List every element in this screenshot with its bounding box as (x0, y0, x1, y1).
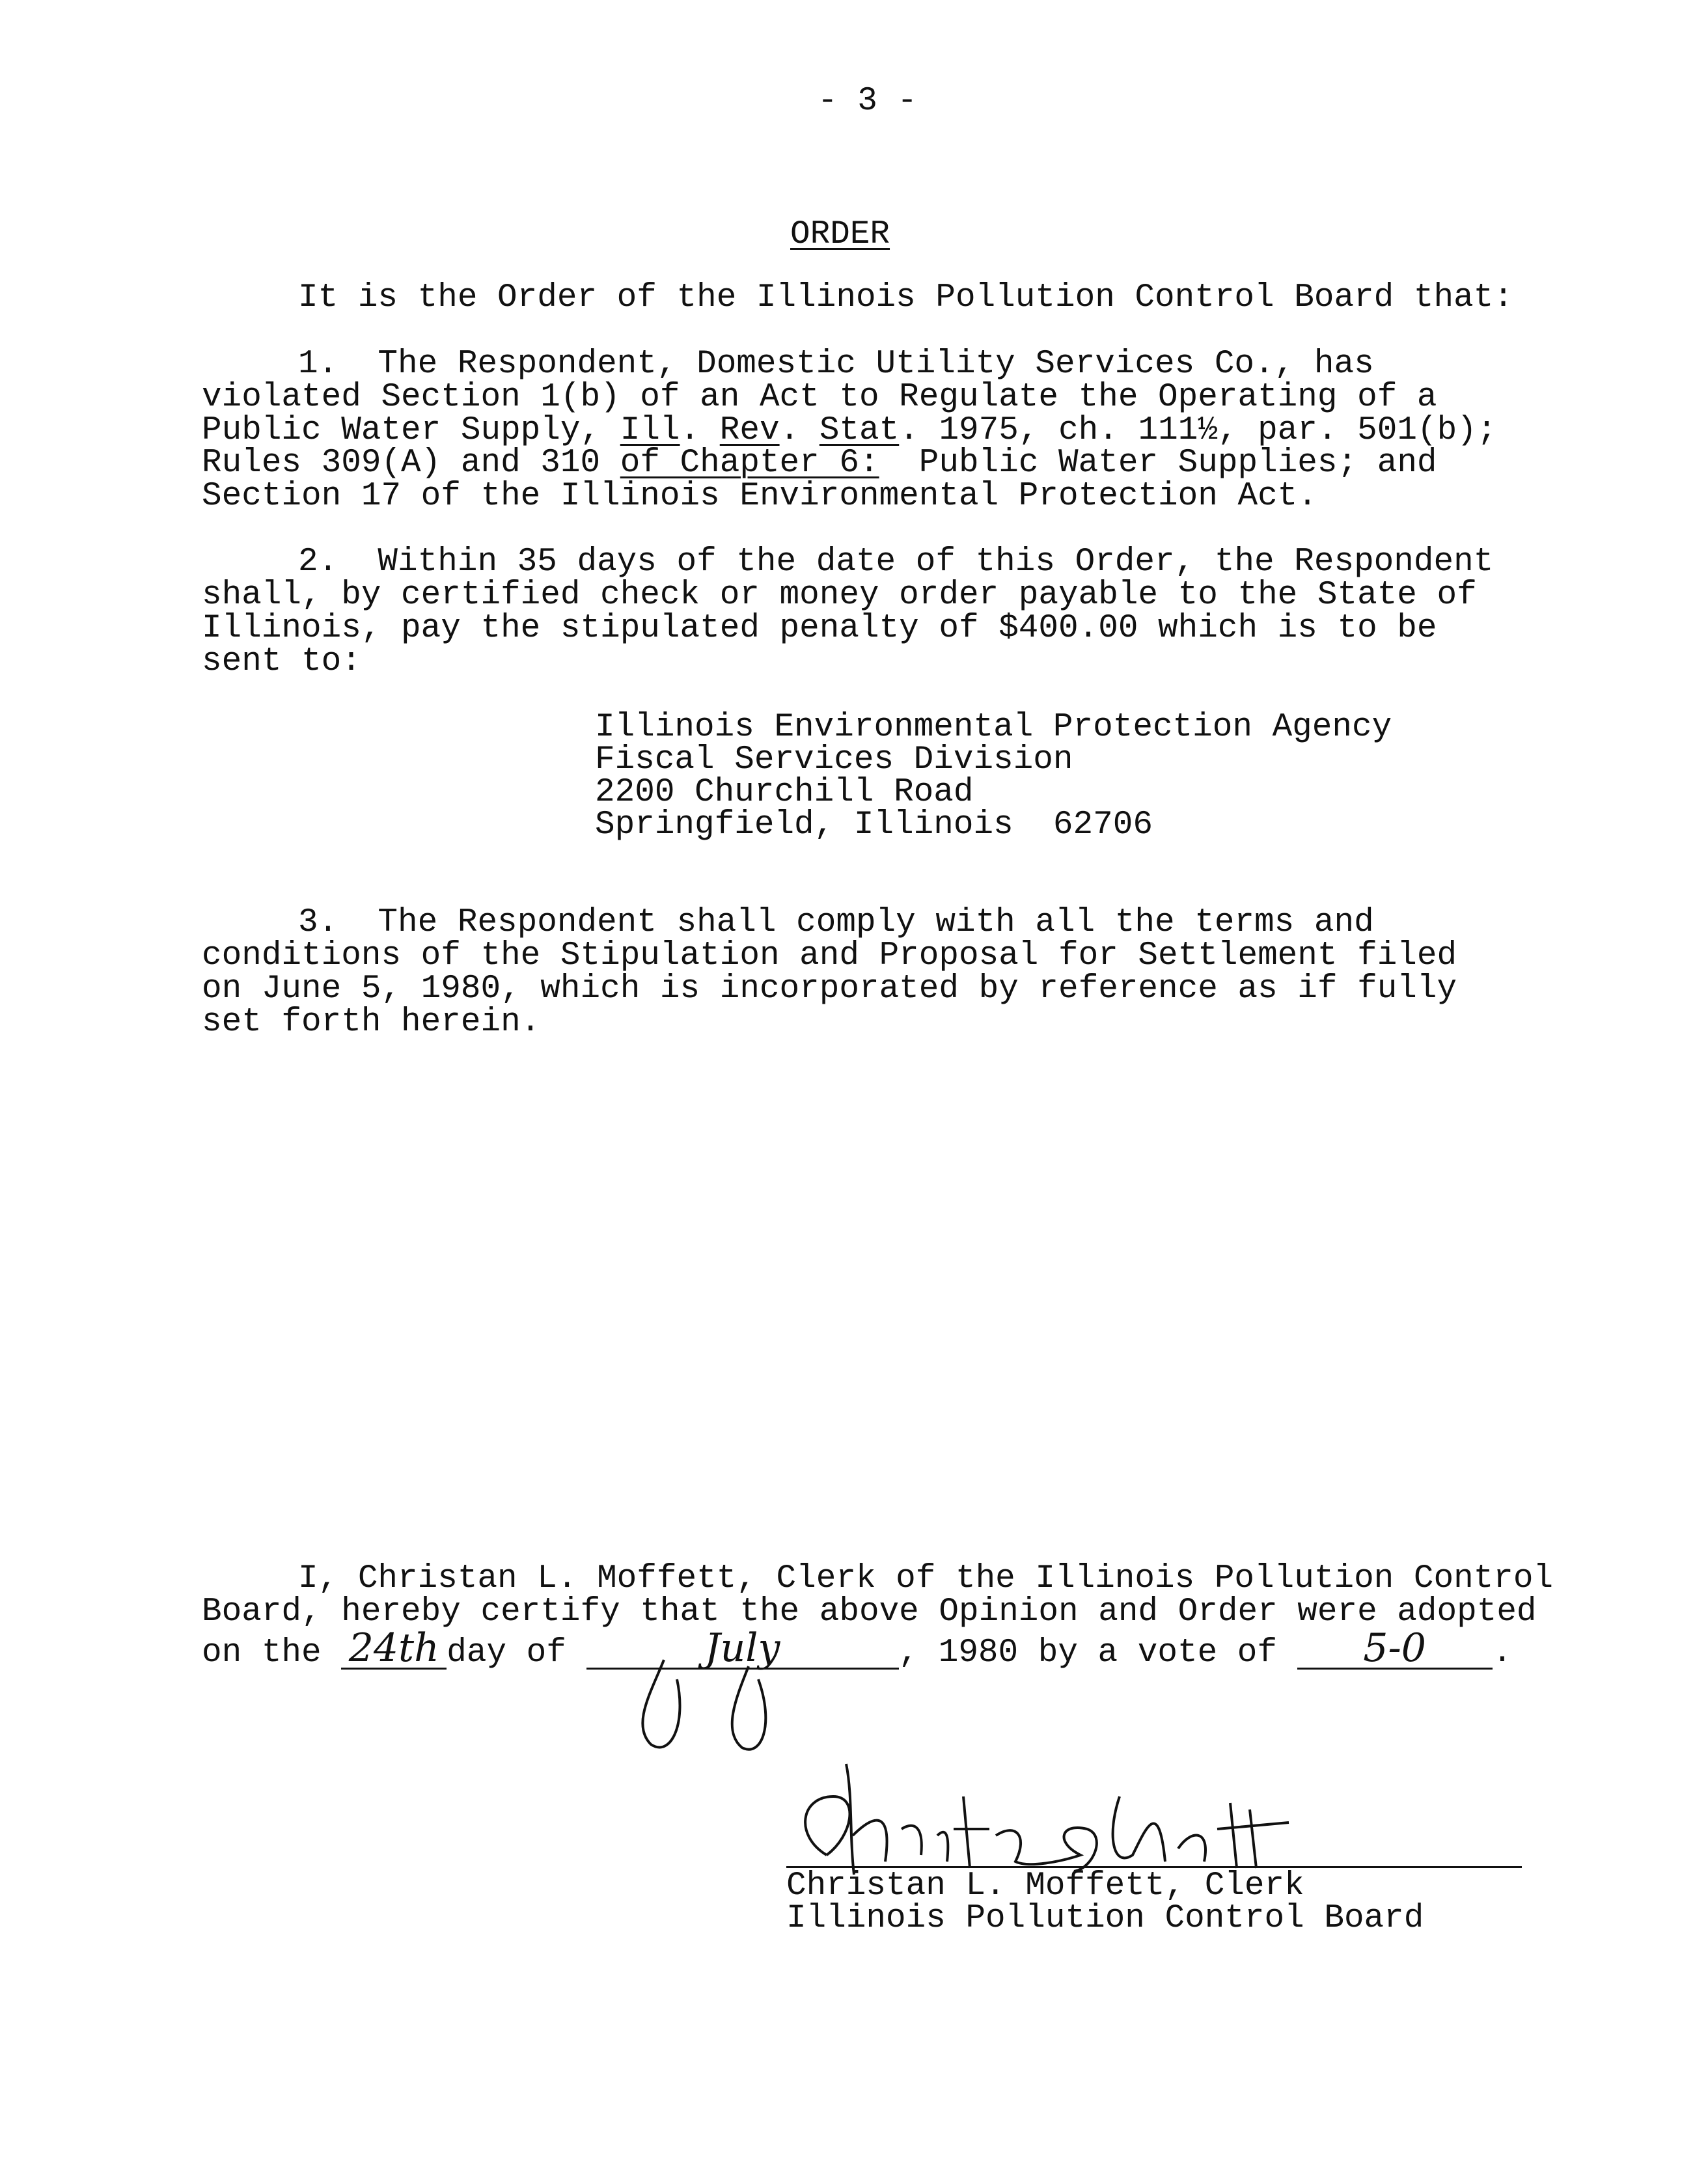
chapter-reference: of Chapter 6: (620, 445, 879, 482)
month-field: July (586, 1629, 899, 1670)
vote-field: 5-0 (1297, 1629, 1493, 1670)
item3-line4: set forth herein. (202, 1004, 541, 1041)
item1-line3-text-b: . 1975, ch. 111½, par. 501(b); (899, 412, 1497, 449)
address-line1: Illinois Environmental Protection Agency (595, 709, 1392, 746)
item2-line4: sent to: (202, 643, 361, 680)
citation-dot2: . (779, 412, 820, 449)
item1-line3 (202, 414, 1496, 447)
order-intro: It is the Order of the Illinois Pollution Control Board that: (298, 279, 1513, 316)
item1-line4 (202, 447, 1437, 480)
certification-text-a: on the (202, 1634, 342, 1672)
address-line4: Springfield, Illinois 62706 (595, 806, 1153, 844)
certification-text-d: . (1492, 1634, 1513, 1672)
month-handwriting-loops (625, 1653, 820, 1757)
citation-dot1: . (680, 412, 720, 449)
address-line3: 2200 Churchill Road (595, 774, 974, 811)
item2-line2: shall, by certified check or money order payable to the State of (202, 577, 1477, 614)
certification-text-b: day of (447, 1634, 586, 1672)
signed-name (820, 1796, 1224, 1838)
item1-line2: violated Section 1(b) of an Act to Regulate the Operating of a (202, 379, 1437, 416)
signatory-name: Christan L. Moffett, Clerk (786, 1867, 1304, 1905)
item1-line4-text-b: Public Water Supplies; and (879, 445, 1437, 482)
day-field: 24th (341, 1629, 447, 1670)
certification-line3 (202, 1625, 1513, 1672)
item1-line5: Section 17 of the Illinois Environmental Protection Act. (202, 478, 1317, 515)
certification-line2: Board, hereby certify that the above Opinion and Order were adopted (202, 1593, 1537, 1630)
item1-line3-text-a: Public Water Supply, (202, 412, 620, 449)
page-number: - 3 - (818, 83, 918, 120)
item3-line1: 3. The Respondent shall comply with all the terms and (298, 904, 1374, 941)
item1-line1: 1. The Respondent, Domestic Utility Services Co., has (298, 346, 1374, 383)
certification-line1: I, Christan L. Moffett, Clerk of the Illinois Pollution Control (298, 1560, 1554, 1597)
item1-line4-text-a: Rules 309(A) and 310 (202, 445, 620, 482)
certification-text-c: , 1980 by a vote of (898, 1634, 1297, 1672)
citation-stat: Stat (819, 412, 900, 449)
item3-line2: conditions of the Stipulation and Proposal for Settlement filed (202, 937, 1457, 974)
citation-ill: Ill (620, 412, 680, 449)
address-line2: Fiscal Services Division (595, 741, 1073, 778)
signatory-organization: Illinois Pollution Control Board (786, 1900, 1424, 1937)
order-heading: ORDER (790, 216, 890, 253)
citation-rev: Rev (719, 412, 780, 449)
item3-line3: on June 5, 1980, which is incorporated by reference as if fully (202, 970, 1457, 1008)
item2-line1: 2. Within 35 days of the date of this Order, the Respondent (298, 544, 1494, 581)
item2-line3: Illinois, pay the stipulated penalty of $400.00 which is to be (202, 610, 1437, 647)
